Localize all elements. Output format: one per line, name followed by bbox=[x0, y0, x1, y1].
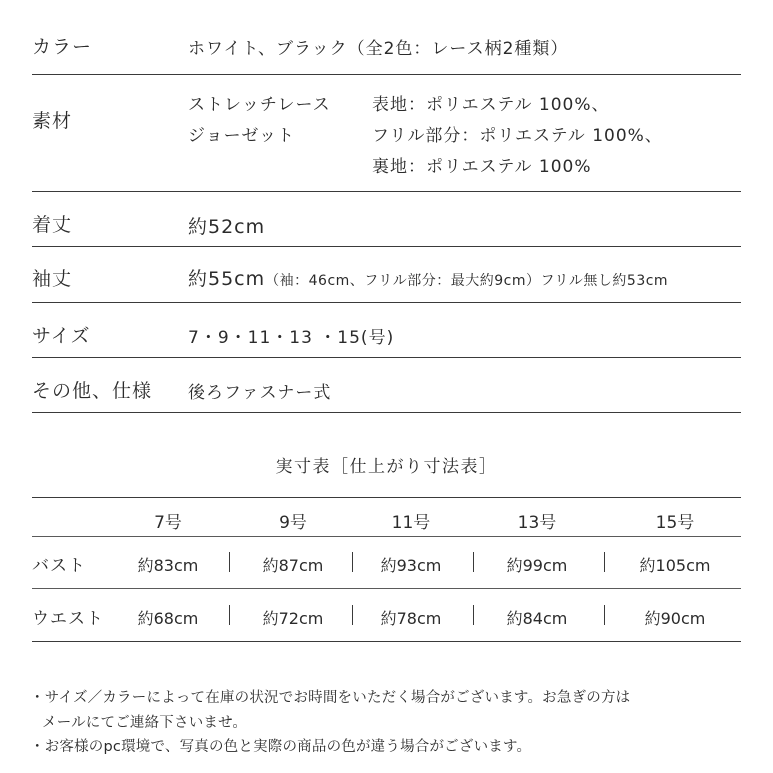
table-row-label: バスト bbox=[32, 556, 86, 576]
note-line: ・お客様のpc環境で、写真の色と実際の商品の色が違う場合がございます。 bbox=[30, 739, 532, 755]
material-composition-list bbox=[372, 94, 663, 187]
material-composition-item: 表地：ポリエステル 100%、 bbox=[372, 95, 610, 115]
table-cell: 約72cm bbox=[262, 609, 324, 628]
table-cell: 約99cm bbox=[506, 556, 568, 575]
table-row-divider bbox=[32, 588, 741, 589]
notes bbox=[30, 686, 630, 760]
material-fabric-list bbox=[188, 94, 331, 156]
table-column-header: 15号 bbox=[655, 513, 695, 533]
table-column-header: 9号 bbox=[279, 513, 307, 533]
table-cell: 約87cm bbox=[262, 556, 324, 575]
note-line: メールにてご連絡下さいませ。 bbox=[42, 714, 248, 731]
material-composition-item: 裏地：ポリエステル 100% bbox=[372, 157, 592, 177]
cell-separator bbox=[604, 605, 605, 625]
sleeve-note: （袖：46cm、フリル部分：最大約9cm）フリル無し約53cm bbox=[265, 273, 669, 289]
table-column-header: 7号 bbox=[154, 513, 182, 533]
spec-label-color: カラー bbox=[32, 36, 93, 58]
spec-label-material: 素材 bbox=[32, 110, 73, 132]
table-bottom-border bbox=[32, 641, 741, 642]
spec-label-length: 着丈 bbox=[32, 214, 73, 236]
size-table-title: 実寸表［仕上がり寸法表］ bbox=[275, 457, 498, 477]
divider bbox=[32, 246, 741, 247]
divider bbox=[32, 412, 741, 413]
divider bbox=[32, 302, 741, 303]
table-cell: 約78cm bbox=[380, 609, 442, 628]
cell-separator bbox=[229, 605, 230, 625]
cell-separator bbox=[473, 605, 474, 625]
table-top-border bbox=[32, 497, 741, 498]
spec-label-size: サイズ bbox=[32, 325, 91, 347]
spec-value-length: 約52cm bbox=[188, 216, 266, 238]
cell-separator bbox=[604, 552, 605, 572]
table-cell: 約90cm bbox=[644, 609, 706, 628]
sleeve-length: 約55cm bbox=[188, 268, 266, 290]
table-row-label: ウエスト bbox=[32, 609, 104, 629]
spec-value-sleeve bbox=[188, 264, 668, 291]
divider bbox=[32, 74, 741, 75]
divider bbox=[32, 191, 741, 192]
table-cell: 約105cm bbox=[639, 556, 711, 575]
table-cell: 約83cm bbox=[137, 556, 199, 575]
spec-value-color: ホワイト、ブラック（全2色：レース柄2種類） bbox=[188, 39, 569, 59]
material-fabric-item: ジョーゼット bbox=[188, 126, 295, 146]
table-cell: 約84cm bbox=[506, 609, 568, 628]
cell-separator bbox=[229, 552, 230, 572]
table-column-header: 11号 bbox=[391, 513, 431, 533]
material-composition-item: フリル部分：ポリエステル 100%、 bbox=[372, 126, 663, 146]
spec-value-other: 後ろファスナー式 bbox=[188, 383, 332, 403]
spec-label-other: その他、仕様 bbox=[32, 380, 153, 402]
note-line: ・サイズ／カラーによって在庫の状況でお時間をいただく場合がございます。お急ぎの方は bbox=[30, 690, 631, 706]
divider bbox=[32, 357, 741, 358]
material-fabric-item: ストレッチレース bbox=[188, 95, 331, 115]
table-column-header: 13号 bbox=[517, 513, 557, 533]
table-header-divider bbox=[32, 536, 741, 537]
table-cell: 約93cm bbox=[380, 556, 442, 575]
cell-separator bbox=[473, 552, 474, 572]
spec-value-size: 7・9・11・13 ・15(号) bbox=[188, 328, 395, 348]
table-cell: 約68cm bbox=[137, 609, 199, 628]
spec-label-sleeve: 袖丈 bbox=[32, 268, 73, 290]
